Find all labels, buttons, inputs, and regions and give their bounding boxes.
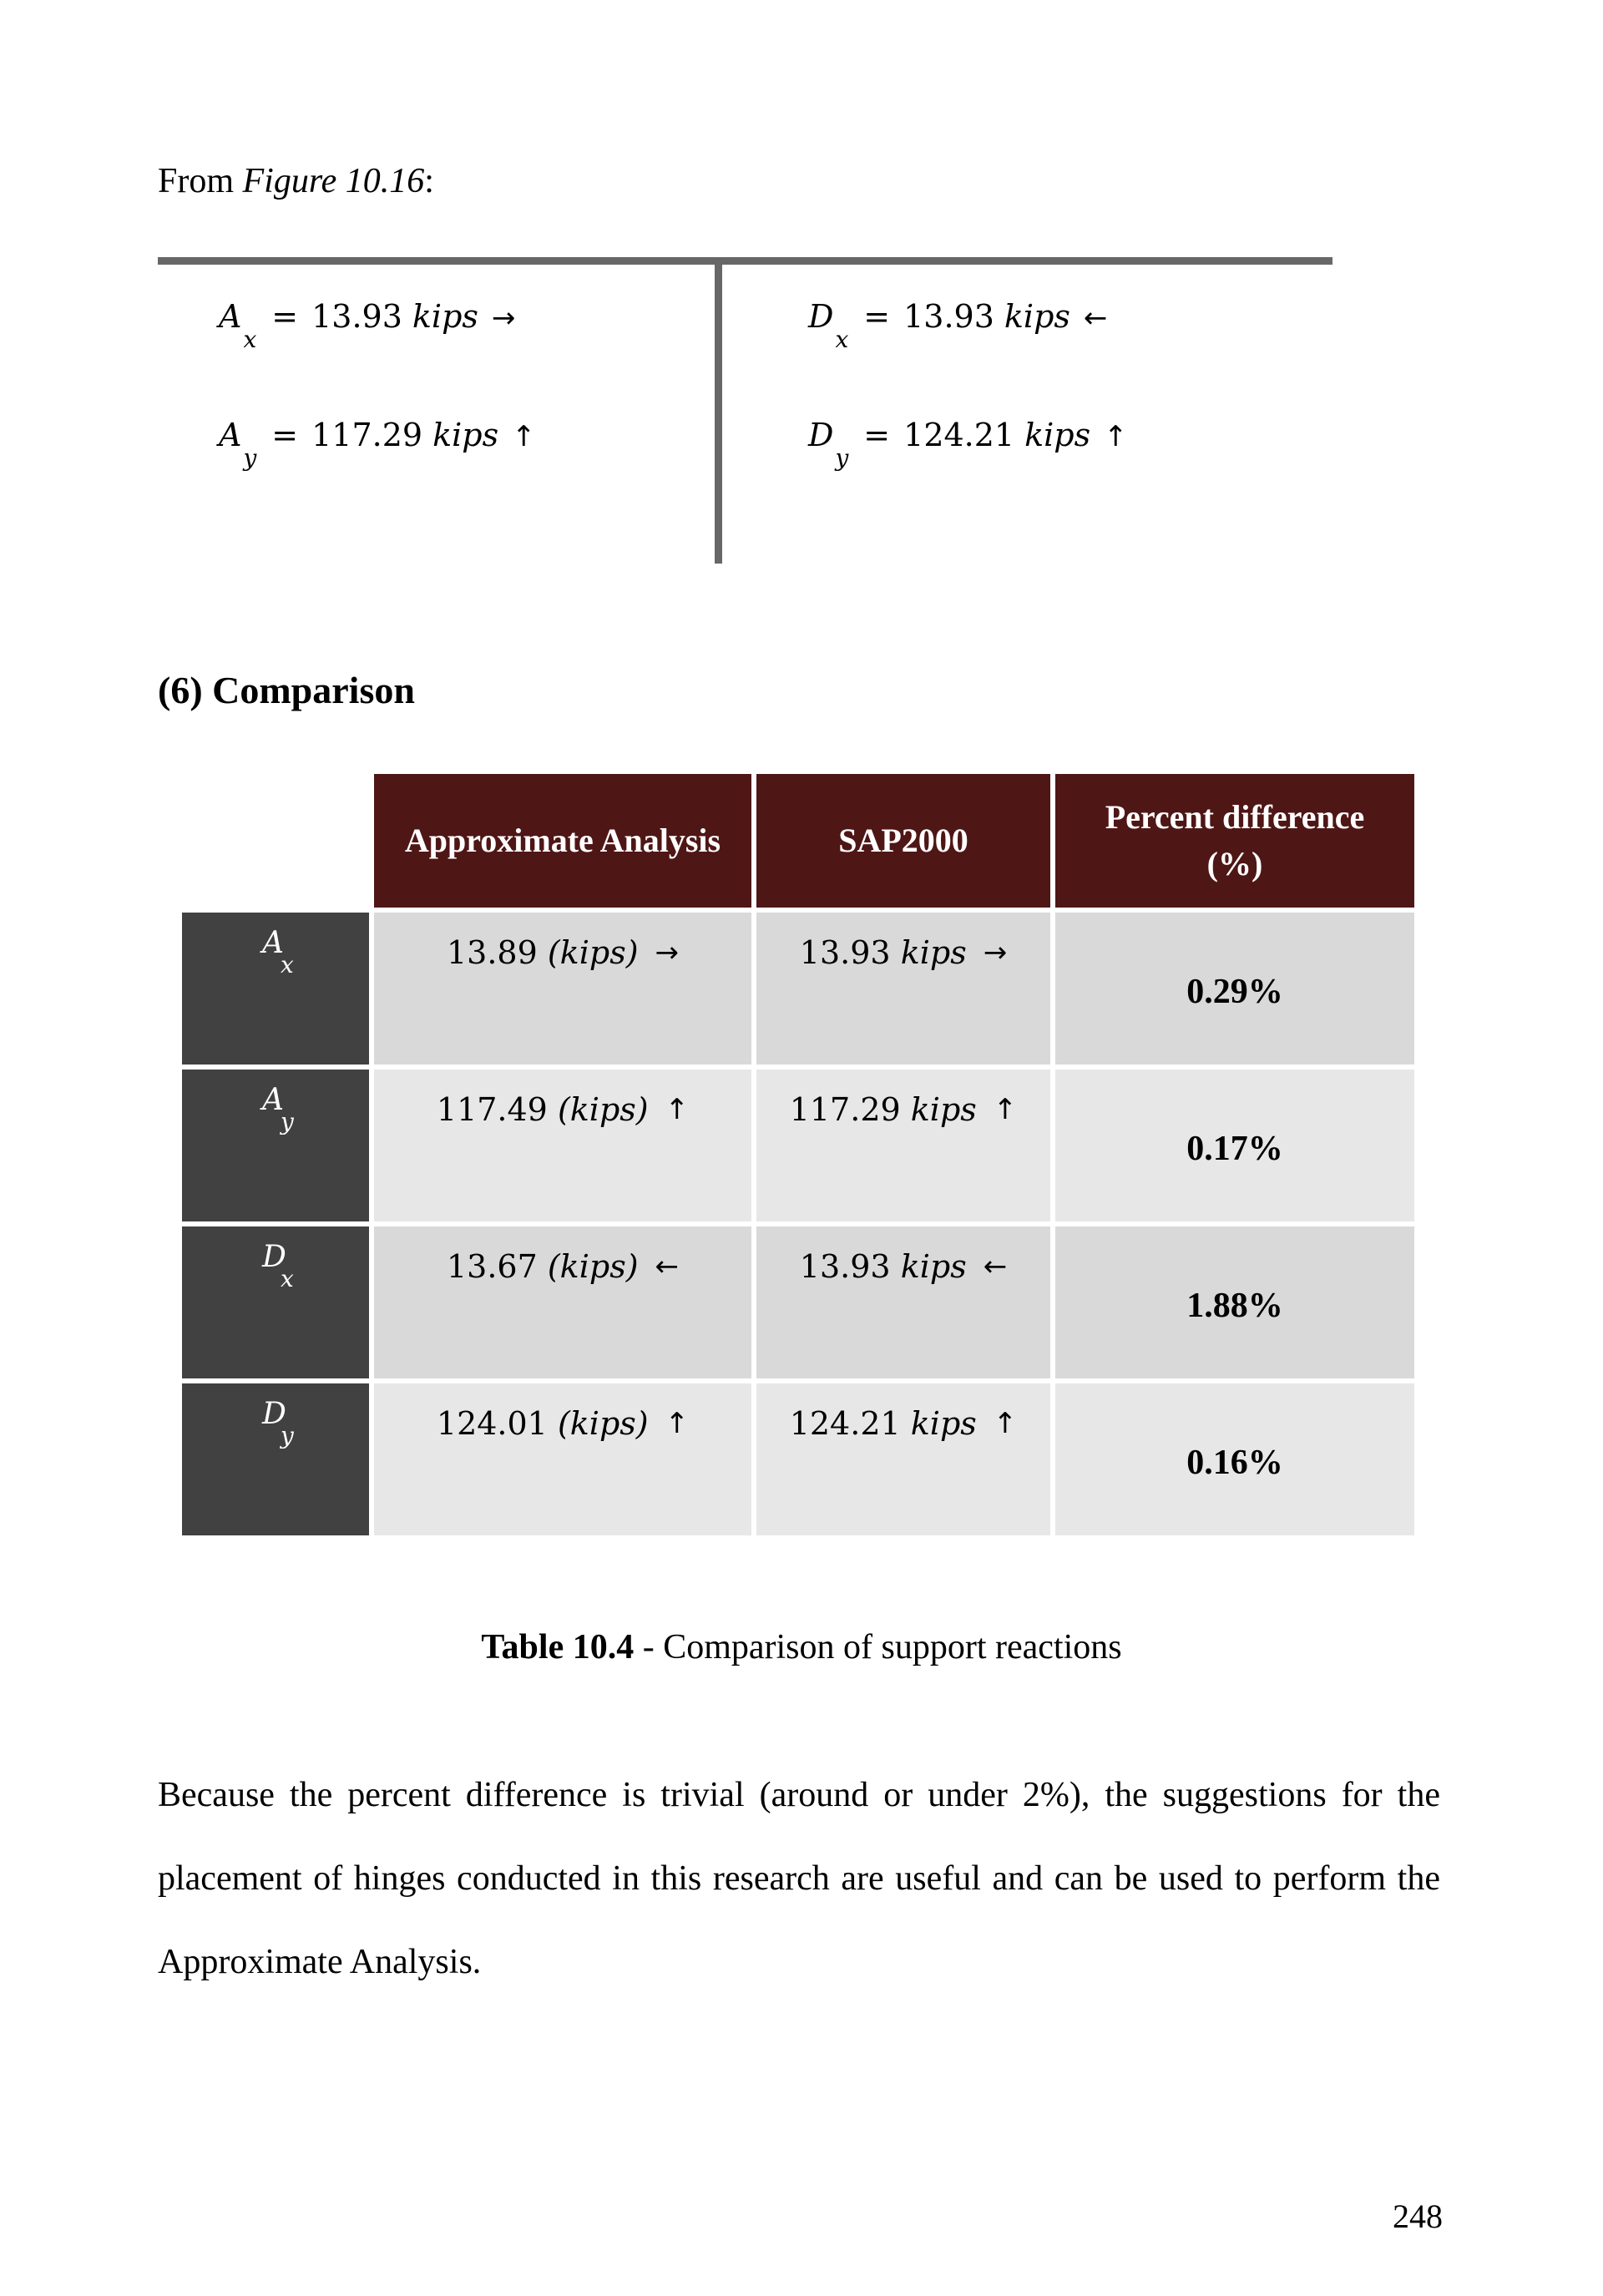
caption-label: Table 10.4 bbox=[481, 1628, 635, 1666]
t-chart-vertical-rule bbox=[715, 265, 722, 564]
sap-unit: kips bbox=[900, 934, 967, 971]
arrow-right-icon: → bbox=[655, 936, 680, 969]
sap-unit: kips bbox=[910, 1405, 977, 1442]
cell-approx-ax bbox=[374, 913, 751, 1065]
intro-suffix: : bbox=[424, 162, 434, 200]
sap-value: 13.93 bbox=[799, 1248, 891, 1285]
intro-prefix: From bbox=[158, 162, 243, 200]
reaction-ax: A x = 13.93 kips → bbox=[219, 296, 515, 340]
approx-value: 124.01 bbox=[436, 1405, 548, 1442]
cell-approx-ay bbox=[374, 1070, 751, 1221]
arrow-up-icon: ↑ bbox=[665, 1093, 690, 1126]
sap-value: 124.21 bbox=[789, 1405, 901, 1442]
reaction-symbol: A bbox=[219, 417, 242, 453]
approx-value: 13.67 bbox=[446, 1248, 538, 1285]
row-header-dy bbox=[182, 1383, 369, 1535]
cell-approx-dx bbox=[374, 1226, 751, 1378]
reaction-dy: D y = 124.21 kips ↑ bbox=[808, 415, 1128, 458]
arrow-left-icon: ← bbox=[983, 1250, 1008, 1283]
cell-sap-ay bbox=[756, 1070, 1050, 1221]
page-number: 248 bbox=[1393, 2197, 1443, 2235]
cell-approx-dy bbox=[374, 1383, 751, 1535]
approx-value: 117.49 bbox=[436, 1091, 548, 1128]
approx-unit: (kips) bbox=[547, 1248, 639, 1285]
t-chart-horizontal-rule bbox=[158, 257, 1332, 265]
reaction-symbol: D bbox=[808, 417, 834, 453]
arrow-right-icon: → bbox=[491, 301, 516, 335]
reaction-dx: D x = 13.93 kips ← bbox=[808, 296, 1107, 340]
body-paragraph: Because the percent difference is trivial (around or under 2%), the suggestions for the placement of hinges conducted in this research are useful and can be used to perform the Approximate Analysis. bbox=[158, 1776, 1440, 1981]
cell-percent-dx: 1.88% bbox=[1055, 1226, 1414, 1378]
sap-value: 13.93 bbox=[799, 934, 891, 971]
approx-value: 13.89 bbox=[446, 934, 538, 971]
reaction-subscript: y bbox=[835, 444, 849, 472]
reaction-subscript: y bbox=[243, 444, 257, 472]
reaction-symbol: D bbox=[808, 298, 834, 335]
row-header-ay bbox=[182, 1070, 369, 1221]
cell-percent-ax: 0.29% bbox=[1055, 913, 1414, 1065]
reaction-value: 13.93 bbox=[311, 298, 402, 335]
reaction-ay: A y = 117.29 kips ↑ bbox=[219, 415, 536, 458]
reaction-value: 13.93 bbox=[903, 298, 994, 335]
section-heading: (6) Comparison bbox=[158, 669, 415, 711]
arrow-up-icon: ↑ bbox=[665, 1407, 690, 1440]
comparison-table bbox=[182, 774, 1421, 1542]
cell-percent-ay: 0.17% bbox=[1055, 1070, 1414, 1221]
cell-sap-ax bbox=[756, 913, 1050, 1065]
reaction-symbol: A bbox=[219, 298, 242, 335]
row-symbol: D bbox=[262, 1240, 286, 1274]
header-sap2000: SAP2000 bbox=[756, 774, 1050, 908]
sap-unit: kips bbox=[900, 1248, 967, 1285]
approx-unit: (kips) bbox=[547, 934, 639, 971]
reaction-unit: kips bbox=[412, 298, 478, 335]
row-symbol: A bbox=[262, 1083, 284, 1117]
row-subscript: y bbox=[281, 1108, 294, 1135]
cell-sap-dy bbox=[756, 1383, 1050, 1535]
row-header-ax bbox=[182, 913, 369, 1065]
reaction-subscript: x bbox=[243, 326, 257, 353]
header-percent-difference: Percent difference (%) bbox=[1055, 774, 1414, 908]
arrow-up-icon: ↑ bbox=[993, 1407, 1018, 1440]
reaction-unit: kips bbox=[1024, 417, 1091, 453]
row-subscript: y bbox=[281, 1422, 294, 1449]
approx-unit: (kips) bbox=[557, 1091, 649, 1128]
arrow-up-icon: ↑ bbox=[1104, 420, 1128, 453]
sap-unit: kips bbox=[910, 1091, 977, 1128]
table-caption bbox=[0, 1625, 1603, 1670]
arrow-left-icon: ← bbox=[1083, 301, 1108, 335]
reaction-unit: kips bbox=[432, 417, 499, 453]
cell-percent-dy: 0.16% bbox=[1055, 1383, 1414, 1535]
arrow-up-icon: ↑ bbox=[512, 420, 536, 453]
reaction-subscript: x bbox=[835, 326, 849, 353]
row-symbol: A bbox=[262, 926, 284, 960]
arrow-left-icon: ← bbox=[655, 1250, 680, 1283]
arrow-right-icon: → bbox=[983, 936, 1008, 969]
intro-line bbox=[158, 159, 434, 204]
row-header-dx bbox=[182, 1226, 369, 1378]
approx-unit: (kips) bbox=[557, 1405, 649, 1442]
arrow-up-icon: ↑ bbox=[993, 1093, 1018, 1126]
row-subscript: x bbox=[281, 951, 294, 979]
caption-text: - Comparison of support reactions bbox=[634, 1628, 1122, 1666]
header-approximate-analysis: Approximate Analysis bbox=[374, 774, 751, 908]
reaction-unit: kips bbox=[1004, 298, 1070, 335]
reaction-value: 124.21 bbox=[903, 417, 1015, 453]
row-subscript: x bbox=[281, 1265, 294, 1292]
sap-value: 117.29 bbox=[789, 1091, 901, 1128]
reaction-value: 117.29 bbox=[311, 417, 423, 453]
cell-sap-dx bbox=[756, 1226, 1050, 1378]
figure-reference: Figure 10.16 bbox=[242, 162, 425, 200]
row-symbol: D bbox=[262, 1397, 286, 1431]
